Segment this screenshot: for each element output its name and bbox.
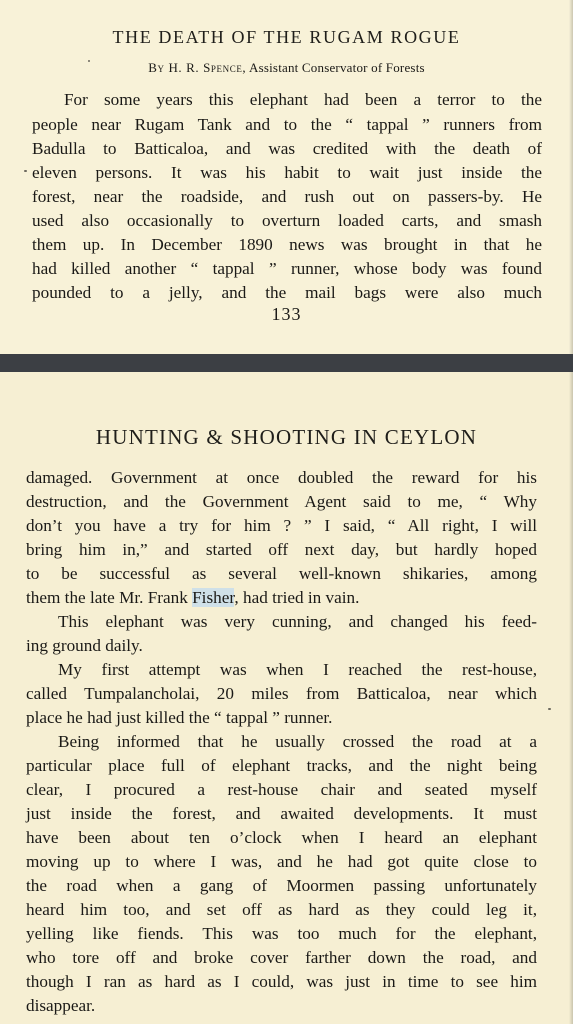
paper-speck <box>548 708 551 710</box>
page-divider <box>0 354 573 372</box>
text-line: heard him too, and set off as hard as they could leg it, <box>26 900 537 919</box>
text-line: used also occasionally to overturn loaded carts, and smash <box>32 211 542 230</box>
text-line: For some years this elephant had been a terror to the <box>64 90 542 109</box>
text-line: ing ground daily. <box>26 636 143 655</box>
byline-author: By H. R. Spence, <box>148 60 247 75</box>
text-line: to be successful as several well-known shikaries, among <box>26 564 537 583</box>
text-line: disappear. <box>26 996 96 1015</box>
running-head: HUNTING & SHOOTING IN CEYLON <box>95 425 478 449</box>
text-line: clear, I procured a rest-house chair and seated myself <box>26 780 537 799</box>
paper-speck <box>88 60 90 62</box>
text-line-end: , had tried in vain. <box>234 588 360 607</box>
highlighted-word[interactable]: Fisher <box>192 588 235 607</box>
text-line-start: them the late Mr. Frank <box>26 588 193 607</box>
text-line: destruction, and the Government Agent said to me, “ Why <box>26 492 537 511</box>
byline-title: Assistant Conservator of Forests <box>246 60 425 75</box>
text-line: them up. In December 1890 news was brought in that he <box>32 235 542 254</box>
text-line: This elephant was very cunning, and changed his feed- <box>58 612 537 631</box>
text-line: forest, near the roadside, and rush out on passers-by. He <box>32 187 542 206</box>
text-line: who tore off and broke cover farther down the road, and <box>26 948 537 967</box>
text-line <box>26 586 359 610</box>
text-line: My first attempt was when I reached the rest-house, <box>58 660 537 679</box>
text-line: particular place full of elephant tracks, and the night being <box>26 756 537 775</box>
text-line: yelling like fiends. This was too much for the elephant, <box>26 924 537 943</box>
text-line: just inside the forest, and awaited developments. It must <box>26 804 537 823</box>
text-line: place he had just killed the “ tappal ” runner. <box>26 708 333 727</box>
text-line: bring him in,” and started off next day, but hardly hoped <box>26 540 537 559</box>
top-page <box>0 0 573 354</box>
text-line: called Tumpalancholai, 20 miles from Batticaloa, near which <box>26 684 537 703</box>
page-number: 133 <box>271 304 302 324</box>
text-line: have been about ten o’clock when I heard an elephant <box>26 828 537 847</box>
text-line: damaged. Government at once doubled the reward for his <box>26 468 537 487</box>
text-line: though I ran as hard as I could, was just in time to see him <box>26 972 537 991</box>
paper-speck <box>24 170 27 172</box>
text-line: don’t you have a try for him ? ” I said, “ All right, I will <box>26 516 537 535</box>
text-line: the road when a gang of Moormen passing unfortunately <box>26 876 537 895</box>
text-line: pounded to a jelly, and the mail bags were also much <box>32 283 542 302</box>
text-line: eleven persons. It was his habit to wait just inside the <box>32 163 542 182</box>
page-edge-shadow <box>569 0 573 354</box>
text-line: moving up to where I was, and he had got quite close to <box>26 852 537 871</box>
page-edge-shadow <box>569 372 573 1024</box>
byline <box>0 60 573 76</box>
text-line: Being informed that he usually crossed the road at a <box>58 732 537 751</box>
running-head: THE DEATH OF THE RUGAM ROGUE <box>112 27 461 47</box>
text-line: Badulla to Batticaloa, and was credited with the death of <box>32 139 542 158</box>
text-line: people near Rugam Tank and to the “ tappal ” runners from <box>32 115 542 134</box>
text-line: had killed another “ tappal ” runner, whose body was found <box>32 259 542 278</box>
